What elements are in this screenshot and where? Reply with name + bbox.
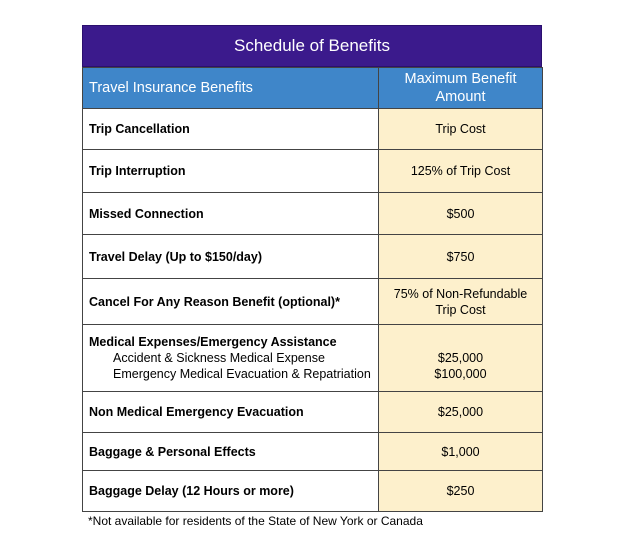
benefit-name: Travel Delay (Up to $150/day) xyxy=(83,235,379,279)
table-row xyxy=(83,193,543,235)
table-row xyxy=(83,325,543,392)
benefit-subitem: Emergency Medical Evacuation & Repatriation xyxy=(113,367,371,381)
header-row xyxy=(83,68,543,109)
benefit-subitem: Accident & Sickness Medical Expense xyxy=(113,351,325,365)
header-amount-line1: Maximum Benefit xyxy=(404,71,517,87)
benefit-name: Medical Expenses/Emergency Assistance xyxy=(89,335,337,349)
benefit-amount xyxy=(379,325,543,392)
benefit-amount: $500 xyxy=(379,193,543,235)
table-row xyxy=(83,392,543,433)
table-row xyxy=(83,109,543,150)
table-title: Schedule of Benefits xyxy=(82,25,542,67)
table-row xyxy=(83,279,543,325)
benefit-name: Trip Cancellation xyxy=(83,109,379,150)
footnote: *Not available for residents of the State of New York or Canada xyxy=(88,514,423,528)
table-row xyxy=(83,433,543,471)
benefit-amount-line2: Trip Cost xyxy=(435,302,486,317)
benefit-amount-line1: 75% of Non-Refundable xyxy=(393,286,528,301)
benefit-name: Trip Interruption xyxy=(83,150,379,193)
benefits-table xyxy=(82,67,543,512)
header-benefit: Travel Insurance Benefits xyxy=(83,68,379,109)
benefit-subamount: $25,000 xyxy=(437,351,484,365)
header-amount xyxy=(379,68,543,109)
benefit-name: Missed Connection xyxy=(83,193,379,235)
benefit-subamount: $100,000 xyxy=(434,367,487,381)
table-row xyxy=(83,471,543,512)
header-amount-line2: Amount xyxy=(435,89,486,105)
benefit-name: Baggage & Personal Effects xyxy=(83,433,379,471)
benefit-amount: Trip Cost xyxy=(379,109,543,150)
benefit-amount: 125% of Trip Cost xyxy=(379,150,543,193)
table-row xyxy=(83,235,543,279)
benefit-amount: $250 xyxy=(379,471,543,512)
benefit-name: Baggage Delay (12 Hours or more) xyxy=(83,471,379,512)
benefit-amount: $750 xyxy=(379,235,543,279)
benefit-amount: $25,000 xyxy=(379,392,543,433)
benefit-amount xyxy=(379,279,543,325)
benefit-name: Non Medical Emergency Evacuation xyxy=(83,392,379,433)
benefit-name: Cancel For Any Reason Benefit (optional)* xyxy=(83,279,379,325)
benefits-sheet xyxy=(82,25,542,512)
table-row xyxy=(83,150,543,193)
benefit-amount: $1,000 xyxy=(379,433,543,471)
benefit-name-medical xyxy=(83,325,379,392)
